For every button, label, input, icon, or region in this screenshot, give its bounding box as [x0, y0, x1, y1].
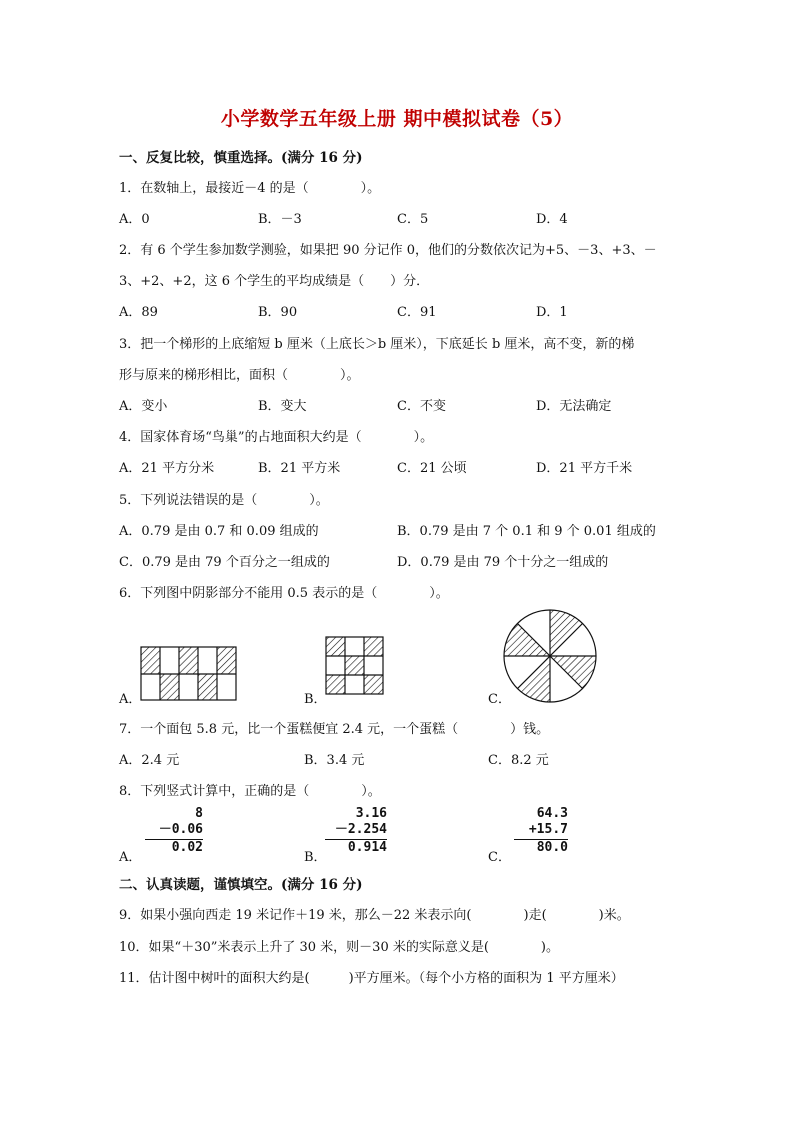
- question-2-line-2: 3、+2、+2，这 6 个学生的平均成绩是（ ）分．: [119, 274, 430, 289]
- calc-c-operand: +15.7: [528, 822, 568, 837]
- calc-b-operand: －2.254: [334, 822, 387, 837]
- question-2-line-1: 2．有 6 个学生参加数学测验，如果把 90 分记作 0，他们的分数依次记为+5、－3、+3、－: [119, 243, 657, 258]
- q5-option-b[interactable]: B．0.79 是由 7 个 0.1 和 9 个 0.01 组成的: [397, 524, 656, 539]
- q7-option-b[interactable]: B．3.4 元: [304, 753, 365, 768]
- q6-figure-c: [504, 610, 596, 702]
- question-3-line-1: 3．把一个梯形的上底缩短 b 厘米（上底长＞b 厘米），下底延长 b 厘米，高不变，新的梯: [119, 337, 635, 352]
- question-7: 7．一个面包 5.8 元，比一个蛋糕便宜 2.4 元，一个蛋糕（ ）钱。: [119, 722, 550, 737]
- question-3-line-2: 形与原来的梯形相比，面积（ ）。: [119, 368, 360, 383]
- q6-figures: [120, 605, 680, 705]
- q5-option-c[interactable]: C．0.79 是由 79 个百分之一组成的: [119, 555, 330, 570]
- question-5: 5．下列说法错误的是（ ）。: [119, 493, 329, 508]
- q1-option-a[interactable]: A．0: [119, 212, 150, 227]
- section-2-heading: 二、认真读题，谨慎填空。(满分 16 分): [119, 877, 363, 893]
- q6-option-c[interactable]: C．: [488, 692, 511, 707]
- calc-b-result: 0.914: [325, 839, 387, 856]
- q6-figure-b: [326, 637, 383, 694]
- q6-figure-a: [141, 647, 236, 700]
- calc-c-result: 80.0: [514, 839, 568, 856]
- q5-option-a[interactable]: A．0.79 是由 0.7 和 0.09 组成的: [119, 524, 319, 539]
- question-1: 1．在数轴上，最接近－4 的是（ ）。: [119, 181, 381, 196]
- q4-option-c[interactable]: C．21 公顷: [397, 461, 467, 476]
- section-1-heading: 一、反复比较，慎重选择。(满分 16 分): [119, 150, 363, 166]
- calc-c-top: 64.3: [536, 806, 568, 821]
- question-4: 4．国家体育场“鸟巢”的占地面积大约是（ ）。: [119, 430, 434, 445]
- question-6: 6．下列图中阴影部分不能用 0.5 表示的是（ ）。: [119, 586, 449, 601]
- q8-calc-c: [514, 806, 568, 856]
- q2-option-c[interactable]: C．91: [397, 305, 437, 320]
- q2-option-d[interactable]: D．1: [536, 305, 568, 320]
- q1-option-c[interactable]: C．5: [397, 212, 429, 227]
- calc-b-top: 3.16: [355, 806, 387, 821]
- q7-option-c[interactable]: C．8.2 元: [488, 753, 549, 768]
- q8-calc-a: [145, 806, 203, 856]
- q4-option-d[interactable]: D．21 平方千米: [536, 461, 633, 476]
- q7-option-a[interactable]: A．2.4 元: [119, 753, 180, 768]
- q4-option-a[interactable]: A．21 平方分米: [119, 461, 215, 476]
- question-11: 11．估计图中树叶的面积大约是( )平方厘米。（每个小方格的面积为 1 平方厘米）: [119, 971, 624, 986]
- q8-option-a[interactable]: A．: [119, 850, 142, 865]
- q8-calc-b: [325, 806, 387, 856]
- q3-option-b[interactable]: B．变大: [258, 399, 307, 414]
- q2-option-a[interactable]: A．89: [119, 305, 158, 320]
- q6-option-b[interactable]: B．: [304, 692, 327, 707]
- q3-option-d[interactable]: D．无法确定: [536, 399, 612, 414]
- question-9: 9．如果小强向西走 19 米记作＋19 米，那么－22 米表示向( )走( )米。: [119, 908, 630, 923]
- question-8: 8．下列竖式计算中，正确的是（ ）。: [119, 784, 381, 799]
- q1-option-b[interactable]: B．－3: [258, 212, 302, 227]
- calc-a-top: 8: [195, 806, 203, 821]
- exam-title: 小学数学五年级上册 期中模拟试卷（5）: [220, 108, 574, 130]
- q5-option-d[interactable]: D．0.79 是由 79 个十分之一组成的: [397, 555, 609, 570]
- q3-option-a[interactable]: A．变小: [119, 399, 168, 414]
- calc-a-operand: －0.06: [158, 822, 203, 837]
- q6-option-a[interactable]: A．: [119, 692, 142, 707]
- calc-a-result: 0.02: [145, 839, 203, 856]
- q1-option-d[interactable]: D．4: [536, 212, 568, 227]
- q8-option-b[interactable]: B．: [304, 850, 327, 865]
- question-10: 10．如果“＋30”米表示上升了 30 米，则－30 米的实际意义是( )。: [119, 940, 560, 955]
- q3-option-c[interactable]: C．不变: [397, 399, 446, 414]
- q8-option-c[interactable]: C．: [488, 850, 511, 865]
- q4-option-b[interactable]: B．21 平方米: [258, 461, 341, 476]
- q2-option-b[interactable]: B．90: [258, 305, 298, 320]
